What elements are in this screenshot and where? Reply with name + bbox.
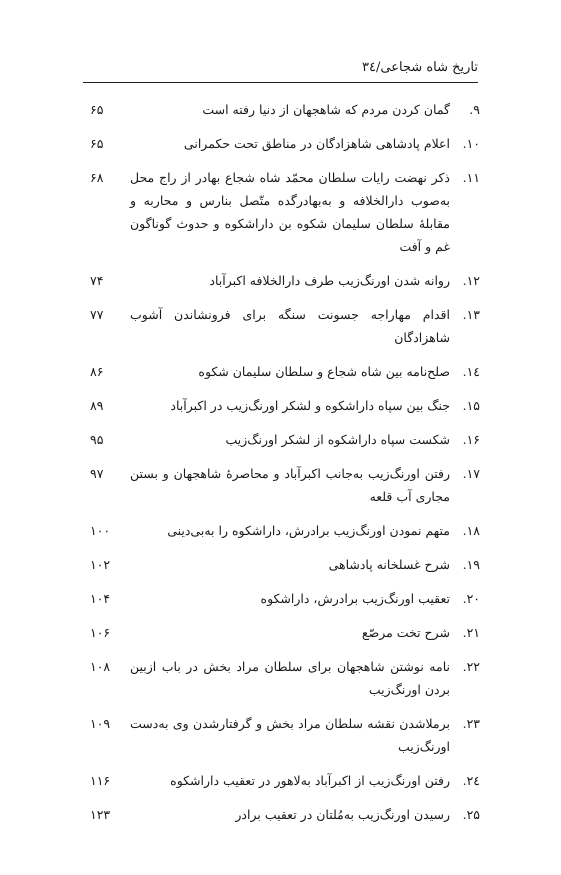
entry-page-number: ۸۹ <box>90 398 104 413</box>
entry-page-number: ۹۷ <box>90 466 104 481</box>
entry-title: رفتن اورنگ‌زیب به‌جانب اکبرآباد و محاصرۀ شاهجهان و بستن مجاری آب قلعه <box>130 466 450 504</box>
table-of-contents <box>80 98 480 837</box>
entry-page-number: ۱۰۴ <box>90 591 111 606</box>
toc-entry[interactable] <box>80 712 480 758</box>
entry-page-number: ۶۵ <box>90 136 104 151</box>
entry-number: ۱۷. <box>462 466 480 481</box>
entry-title: رسیدن اورنگ‌زیب به‌مُلتان در تعقیب برادر <box>235 807 450 822</box>
entry-page-number: ۱۱۶ <box>90 773 111 788</box>
entry-number: ۲۲. <box>462 659 480 674</box>
toc-entry[interactable] <box>80 462 480 508</box>
toc-entry[interactable] <box>80 587 480 610</box>
toc-entry[interactable] <box>80 360 480 383</box>
entry-page-number: ۱۰۸ <box>90 659 111 674</box>
entry-title: اعلام پادشاهی شاهزادگان در مناطق تحت حکمرانی <box>183 136 450 151</box>
toc-entry[interactable] <box>80 132 480 155</box>
entry-page-number: ۱۰۲ <box>90 557 111 572</box>
entry-number: ۹. <box>469 102 480 117</box>
entry-title: صلح‌نامه بین شاه شجاع و سلطان سلیمان شکوه <box>198 364 450 379</box>
entry-title: شرح تخت مرصّع <box>361 625 450 640</box>
entry-number: ۲۰. <box>462 591 480 606</box>
entry-number: ۱۱. <box>462 170 480 185</box>
toc-entry[interactable] <box>80 303 480 349</box>
entry-title: جنگ بین سپاه داراشکوه و لشکر اورنگ‌زیب در اکبرآباد <box>170 398 450 413</box>
header-rule <box>83 82 478 83</box>
entry-page-number: ۶۸ <box>90 170 104 185</box>
entry-number: ۲۱. <box>462 625 480 640</box>
entry-page-number: ۷۴ <box>90 273 104 288</box>
entry-number: ۱٤. <box>462 364 480 379</box>
toc-entry[interactable] <box>80 428 480 451</box>
entry-page-number: ۹۵ <box>90 432 104 447</box>
entry-title: ذکر نهضت رایات سلطان محمّد شاه شجاع بهادر از راج محل به‌صوب دارالخلافه و به‌بهادرگده متّصل بنارس و محاربه و مقابلۀ سلطان سلیمان شکوه بن داراشکوه و حدوث گوناگون غم و آفت <box>130 170 450 254</box>
entry-title: متهم نمودن اورنگ‌زیب برادرش، داراشکوه را به‌بی‌دینی <box>167 523 450 538</box>
toc-entry[interactable] <box>80 621 480 644</box>
entry-title: برملاشدن نقشه سلطان مراد بخش و گرفتارشدن وی به‌دست اورنگ‌زیب <box>130 716 450 754</box>
toc-entry[interactable] <box>80 553 480 576</box>
toc-entry[interactable] <box>80 655 480 701</box>
entry-number: ۲۵. <box>462 807 480 822</box>
entry-number: ۱۵. <box>462 398 480 413</box>
toc-entry[interactable] <box>80 166 480 258</box>
entry-page-number: ۱۰۰ <box>90 523 111 538</box>
entry-number: ۱۸. <box>462 523 480 538</box>
entry-number: ۲٤. <box>462 773 480 788</box>
entry-page-number: ۸۶ <box>90 364 104 379</box>
entry-page-number: ۱۰۶ <box>90 625 111 640</box>
toc-entry[interactable] <box>80 269 480 292</box>
entry-number: ۱۰. <box>462 136 480 151</box>
entry-page-number: ۷۷ <box>90 307 104 322</box>
entry-title: شرح غسلخانه پادشاهی <box>328 557 450 572</box>
entry-number: ۱۲. <box>462 273 480 288</box>
entry-title: شکست سپاه داراشکوه از لشکر اورنگ‌زیب <box>225 432 450 447</box>
toc-entry[interactable] <box>80 769 480 792</box>
entry-page-number: ۱۲۳ <box>90 807 111 822</box>
entry-title: گمان کردن مردم که شاهجهان از دنیا رفته است <box>202 102 450 117</box>
entry-title: اقدام مهاراجه جسونت سنگه برای فرونشاندن آشوب شاهزادگان <box>130 307 450 345</box>
toc-entry[interactable] <box>80 98 480 121</box>
entry-page-number: ۶۵ <box>90 102 104 117</box>
entry-number: ۱۹. <box>462 557 480 572</box>
toc-entry[interactable] <box>80 394 480 417</box>
entry-title: تعقیب اورنگ‌زیب برادرش، داراشکوه <box>260 591 450 606</box>
entry-title: نامه نوشتن شاهجهان برای سلطان مراد بخش در باب ازبین بردن اورنگ‌زیب <box>130 659 450 697</box>
running-header: تاریخ شاه شجاعی/۳٤ <box>362 60 478 75</box>
entry-title: روانه شدن اورنگ‌زیب طرف دارالخلافه اکبرآباد <box>209 273 450 288</box>
toc-entry[interactable] <box>80 519 480 542</box>
entry-number: ۱۳. <box>462 307 480 322</box>
entry-number: ۲۳. <box>462 716 480 731</box>
entry-number: ۱۶. <box>462 432 480 447</box>
toc-entry[interactable] <box>80 803 480 826</box>
entry-title: رفتن اورنگ‌زیب از اکبرآباد به‌لاهور در تعقیب داراشکوه <box>170 773 450 788</box>
entry-page-number: ۱۰۹ <box>90 716 111 731</box>
